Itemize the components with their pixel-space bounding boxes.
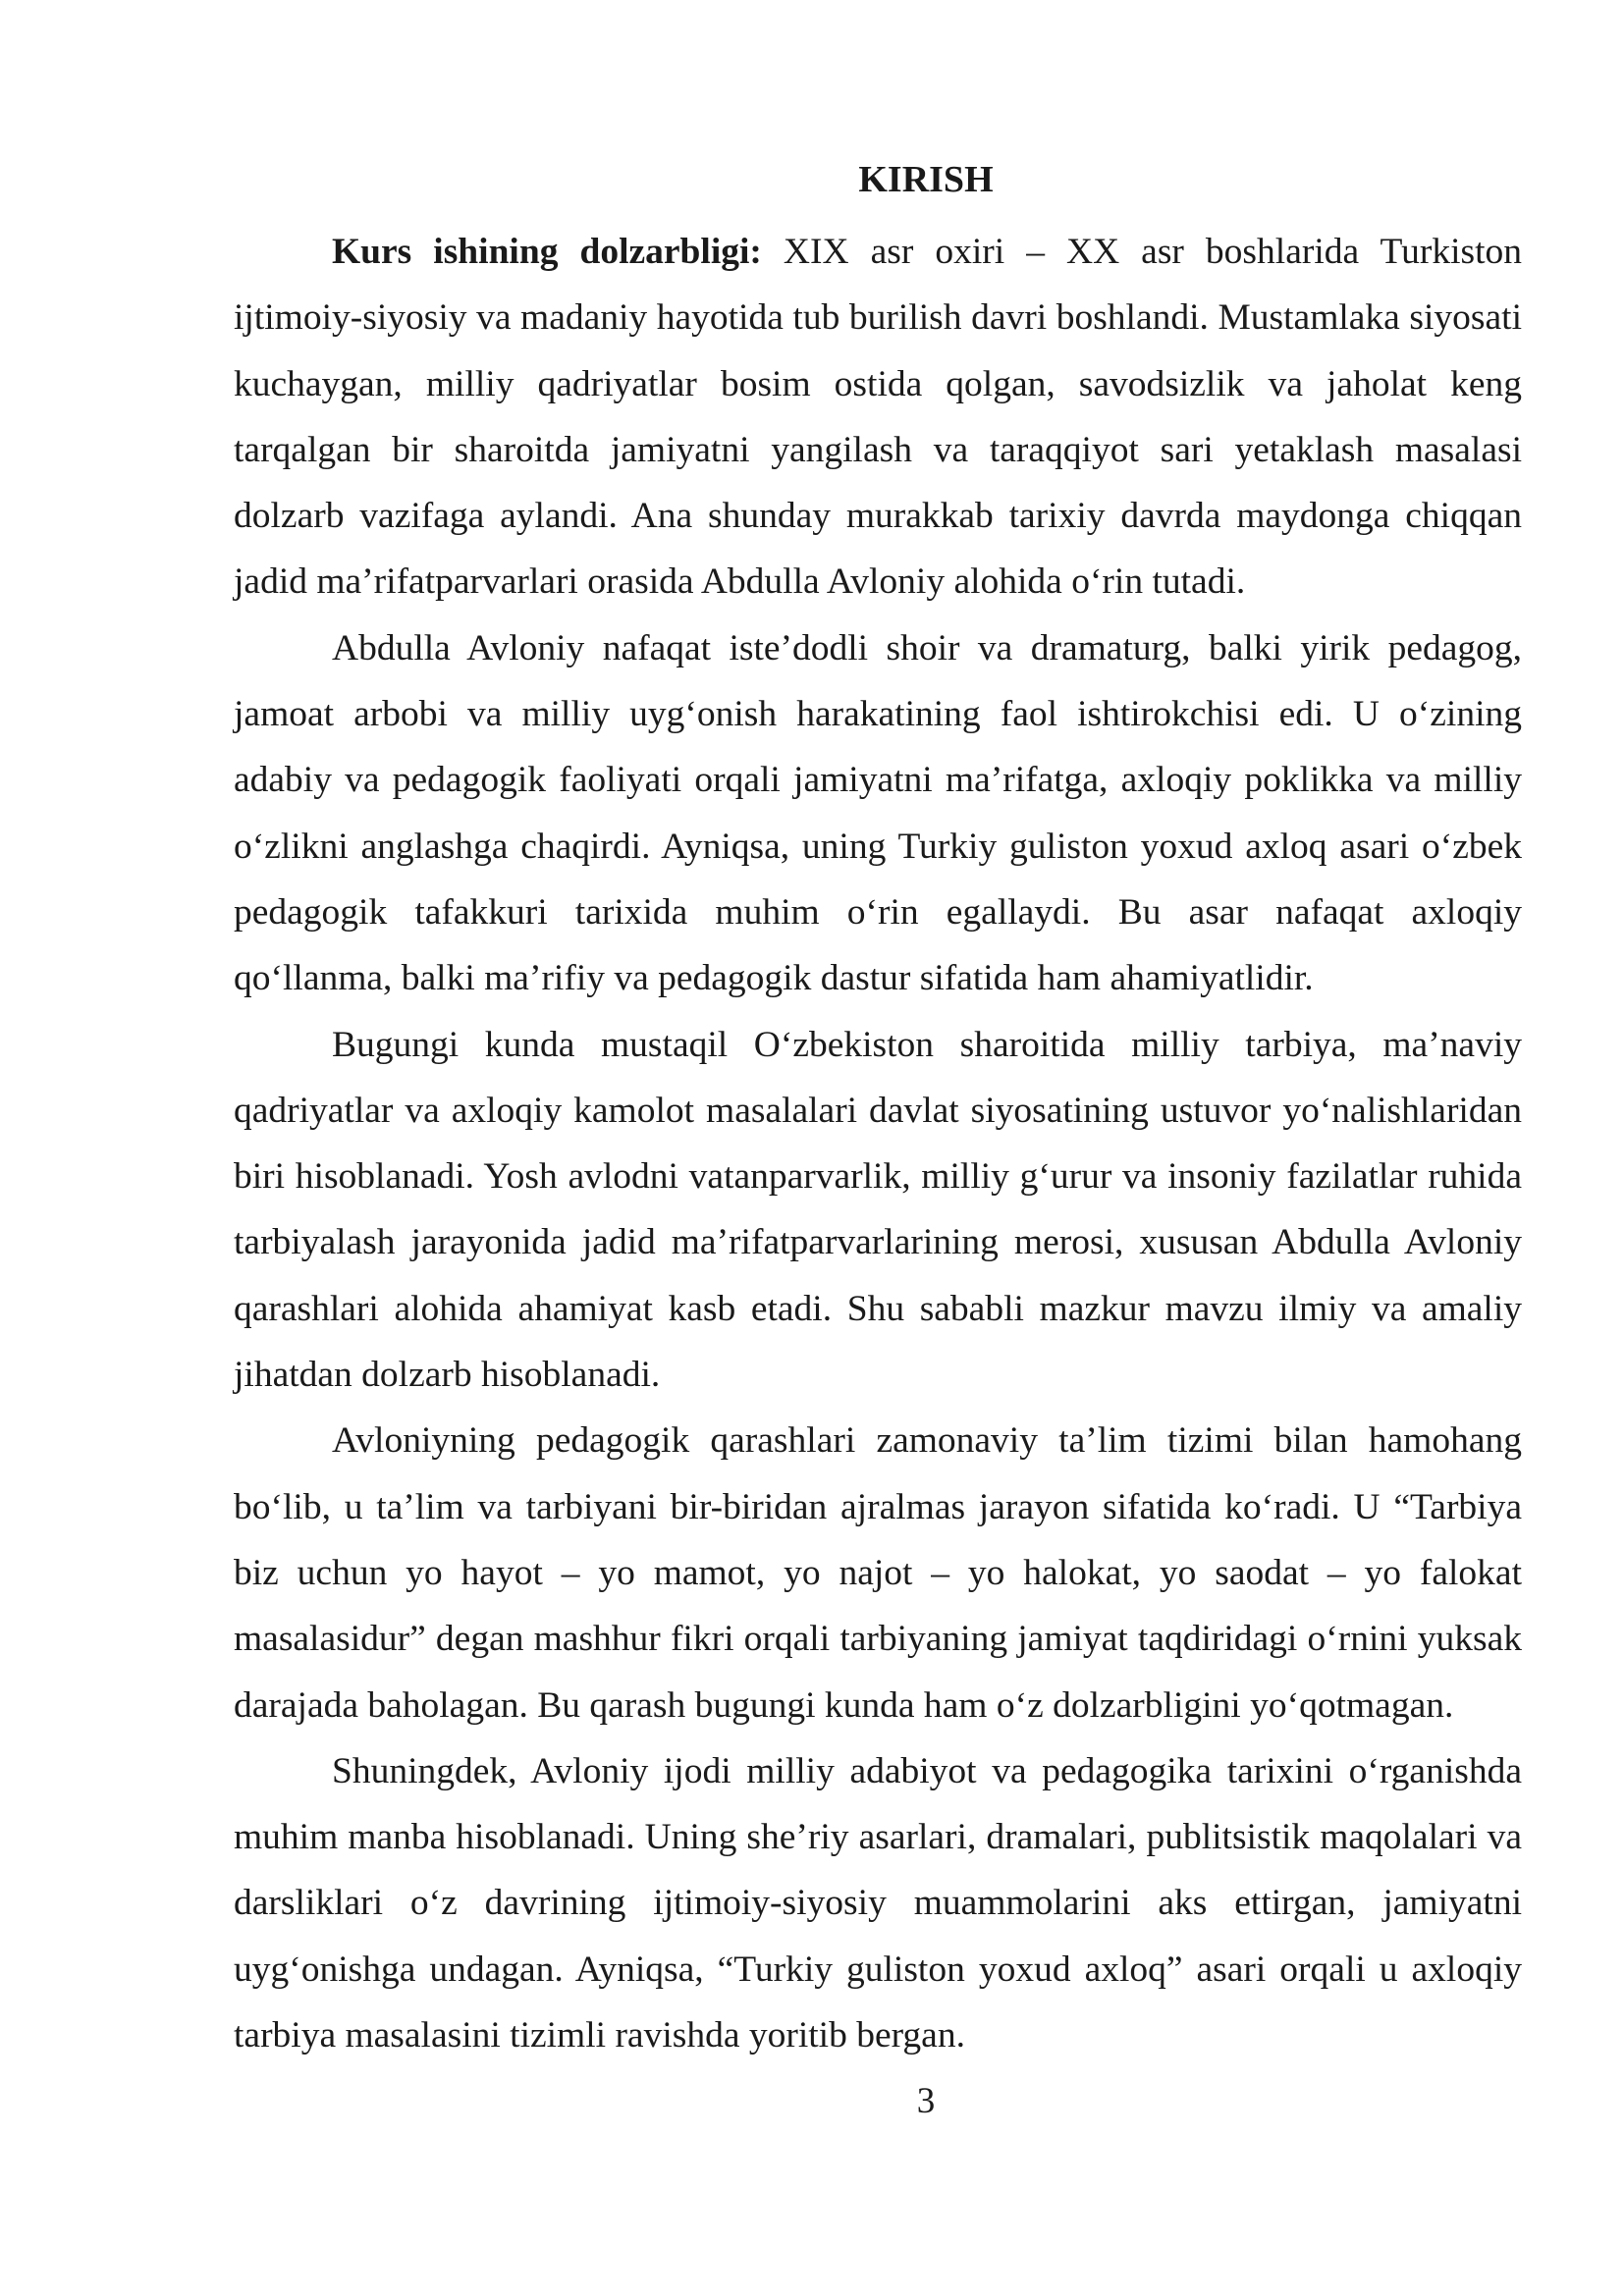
paragraph-text: XIX asr oxiri – XX asr boshlarida Turkiston ijtimoiy-siyosiy va madaniy hayotida tub burilish davri boshlandi. Mustamlaka siyosati kuchaygan, milliy qadriyatlar bosim ostida qolgan, savodsizlik va jaholat keng tarqalgan bir sharoitda jamiyatni yangilash va taraqqiyot sari yetaklash masalasi dolzarb vazifaga aylandi. Ana shunday murakkab tarixiy davrda maydonga chiqqan jadid ma’rifatparvarlari orasida Abdulla Avloniy alohida o‘rin tutadi. bbox=[234, 232, 1522, 603]
paragraph-today: Bugungi kunda mustaqil O‘zbekiston sharoitida milliy tarbiya, ma’naviy qadriyatlar va axloqiy kamolot masalalari davlat siyosatining ustuvor yo‘nalishlaridan biri hisoblanadi. Yosh avlodni vatanparvarlik, milliy g‘urur va insoniy fazilatlar ruhida tarbiyalash jarayonida jadid ma’rifatparvarlarining merosi, xususan Abdulla Avloniy qarashlari alohida ahamiyat kasb etadi. Shu sababli mazkur mavzu ilmiy va amaliy jihatdan dolzarb hisoblanadi. bbox=[234, 1024, 1522, 1396]
paragraph-relevance bbox=[234, 219, 1522, 615]
page-title: KIRISH bbox=[858, 159, 994, 200]
paragraph-lead: Kurs ishining dolzarbligi: bbox=[332, 232, 762, 272]
paragraph-avloniy: Abdulla Avloniy nafaqat iste’dodli shoir va dramaturg, balki yirik pedagog, jamoat arbobi va milliy uyg‘onish harakatining faol ishtirokchisi edi. U o‘zining adabiy va pedagogik faoliyati orqali jamiyatni ma’rifatga, axloqiy poklikka va milliy o‘zlikni anglashga chaqirdi. Ayniqsa, uning Turkiy guliston yoxud axloq asari o‘zbek pedagogik tafakkuri tarixida muhim o‘rin egallaydi. Bu asar nafaqat axloqiy qo‘llanma, balki ma’rifiy va pedagogik dastur sifatida ham ahamiyatlidir. bbox=[234, 627, 1522, 999]
paragraph-pedagogy: Avloniyning pedagogik qarashlari zamonaviy ta’lim tizimi bilan hamohang bo‘lib, u ta’lim va tarbiyani bir-biridan ajralmas jarayon sifatida ko‘radi. U “Tarbiya biz uchun yo hayot – yo mamot, yo najot – yo halokat, yo saodat – yo falokat masalasidur” degan mashhur fikri orqali tarbiyaning jamiyat taqdiridagi o‘rnini yuksak darajada baholagan. Bu qarash bugungi kunda ham o‘z dolzarbligini yo‘qotmagan. bbox=[234, 1420, 1522, 1726]
body-text bbox=[234, 219, 1522, 2068]
paragraph-creative-work: Shuningdek, Avloniy ijodi milliy adabiyot va pedagogika tarixini o‘rganishda muhim manba hisoblanadi. Uning she’riy asarlari, dramalari, publitsistik maqolalari va darsliklari o‘z davrining ijtimoiy-siyosiy muammolarini aks ettirgan, jamiyatni uyg‘onishga undagan. Ayniqsa, “Turkiy guliston yoxud axloq” asari orqali u axloqiy tarbiya masalasini tizimli ravishda yoritib bergan. bbox=[234, 1750, 1522, 2056]
page-number: 3 bbox=[916, 2081, 936, 2121]
